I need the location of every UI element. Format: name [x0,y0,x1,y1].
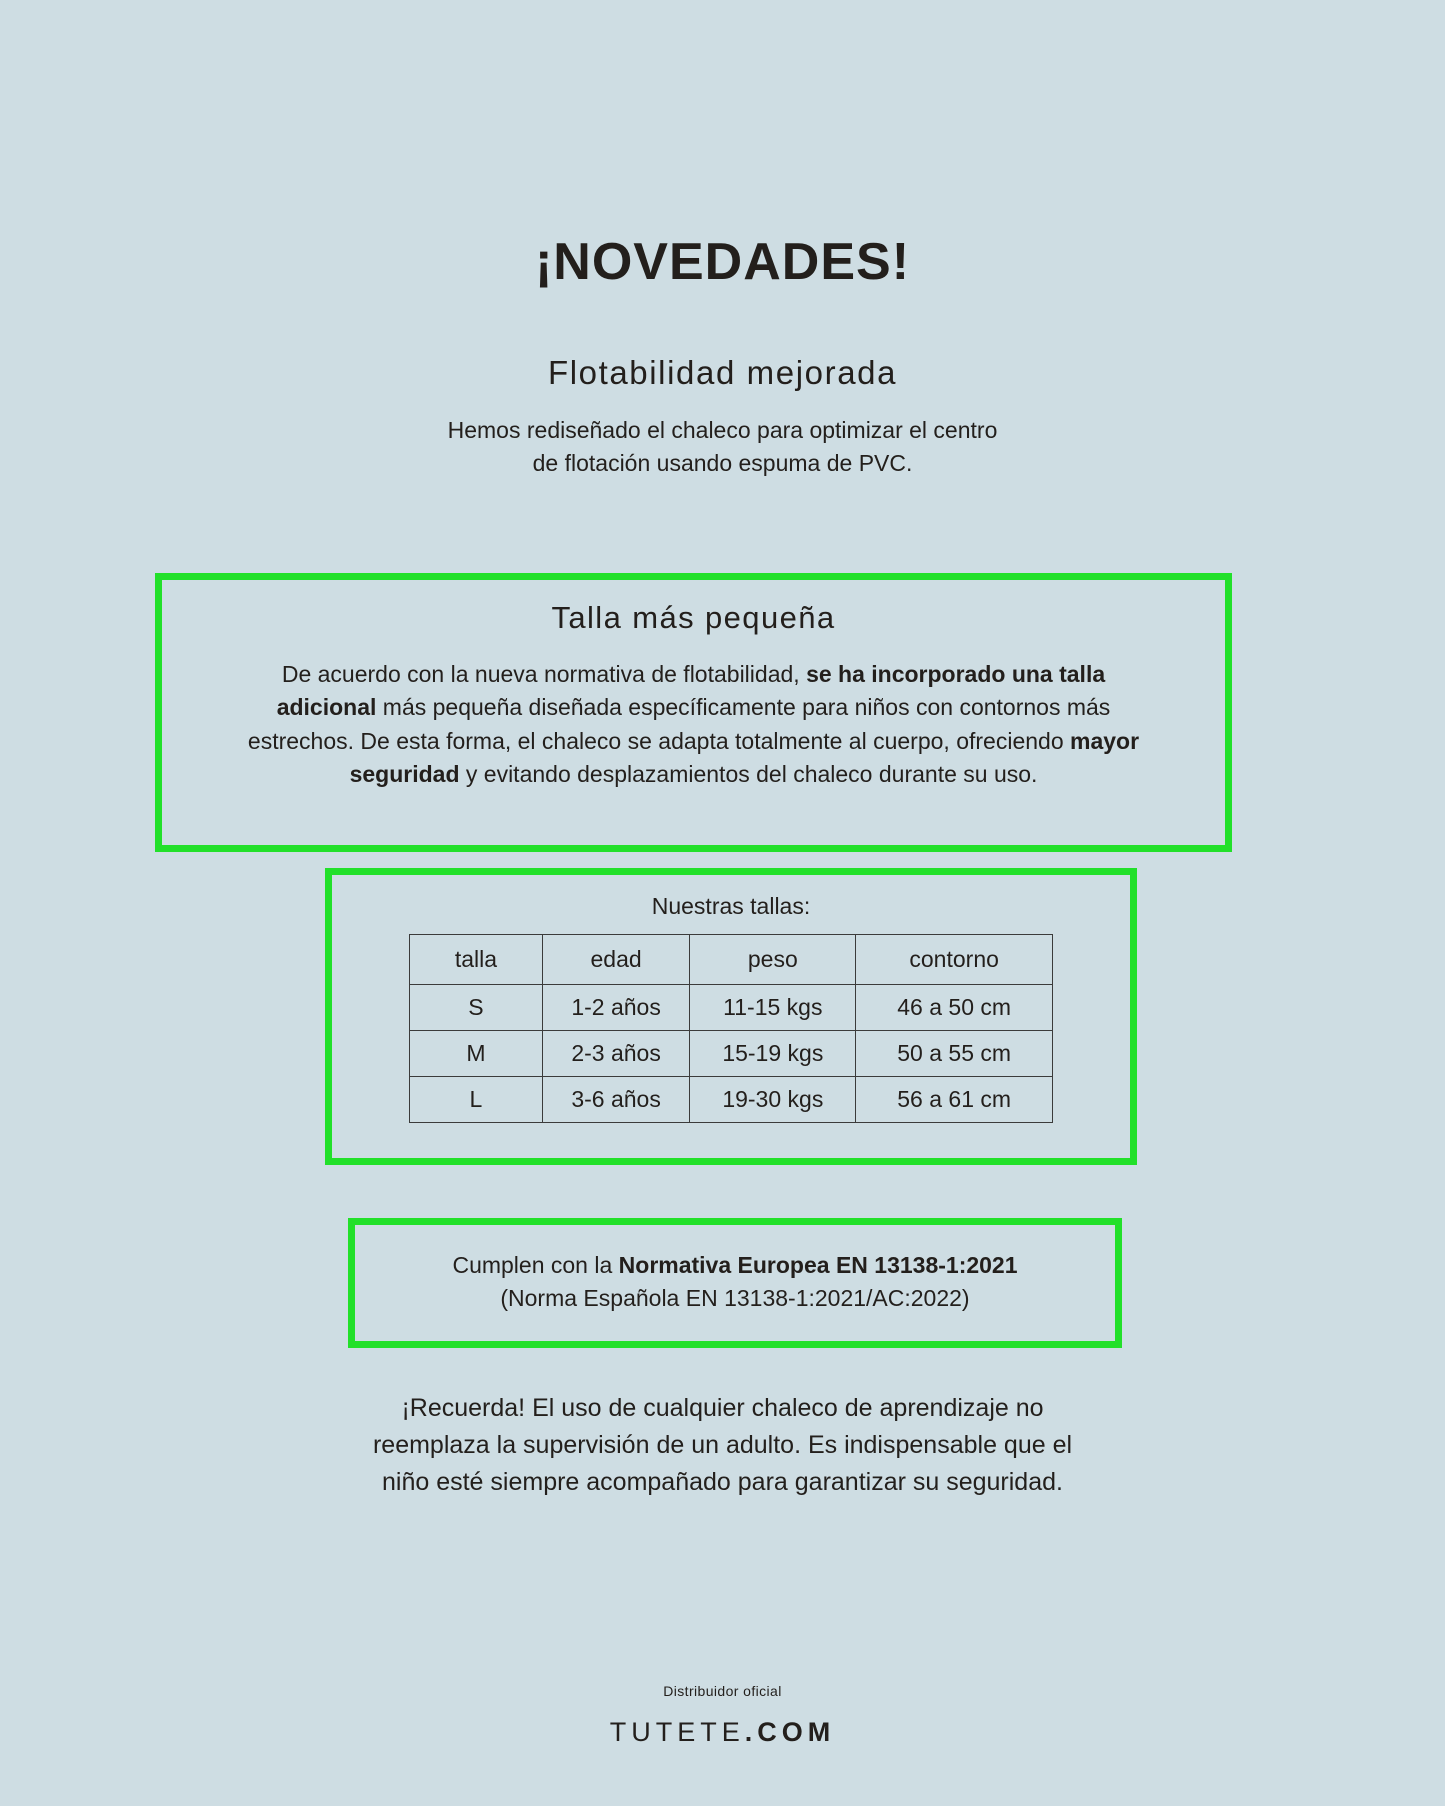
talla-highlight-box [155,573,1232,852]
cell-edad-l: 3-6 años [542,1077,689,1123]
brand-logo [0,1717,1445,1748]
brand-tld: .COM [744,1717,836,1747]
column-header-edad: edad [542,935,689,985]
talla-heading: Talla más pequeña [551,600,836,635]
cell-contorno-m: 50 a 55 cm [856,1031,1053,1077]
cell-peso-s: 11-15 kgs [690,985,856,1031]
cell-talla-m: M [410,1031,543,1077]
footer [0,1683,1445,1748]
cell-edad-s: 1-2 años [542,985,689,1031]
normativa-line-2: (Norma Española EN 13138-1:2021/AC:2022) [500,1284,970,1311]
normativa-line-1 [355,1249,1115,1282]
distributor-label: Distribuidor oficial [663,1683,782,1699]
sizes-table [409,934,1053,1123]
reminder-text [0,1390,1445,1500]
cell-contorno-l: 56 a 61 cm [856,1077,1053,1123]
sizes-label: Nuestras tallas: [651,893,811,919]
flotabilidad-heading: Flotabilidad mejorada [547,354,898,391]
column-header-talla: talla [410,935,543,985]
reminder-line-1: ¡Recuerda! El uso de cualquier chaleco de aprendizaje no [401,1394,1044,1422]
talla-bold-2: mayor seguridad [349,727,1140,788]
cell-talla-s: S [410,985,543,1031]
table-row [410,1031,1053,1077]
cell-talla-l: L [410,1077,543,1123]
page-title: ¡NOVEDADES! [534,233,911,291]
normativa-box [348,1218,1122,1348]
table-header-row [410,935,1053,985]
table-row [410,1077,1053,1123]
reminder-line-2: reemplaza la supervisión de un adulto. Es indispensable que el [372,1430,1073,1459]
column-header-peso: peso [690,935,856,985]
column-header-contorno: contorno [856,935,1053,985]
normativa-bold: Normativa Europea EN 13138-1:2021 [618,1252,1018,1278]
talla-bold-1: se ha incorporado una talla adicional [276,661,1106,721]
normativa-prefix: Cumplen con la [452,1252,619,1278]
talla-text-3: y evitando desplazamientos del chaleco durante su uso. [459,761,1038,788]
table-row [410,985,1053,1031]
talla-text-1: De acuerdo con la nueva normativa de flotabilidad, [281,661,807,687]
brand-name: TUTETE [609,1717,745,1747]
cell-contorno-s: 46 a 50 cm [856,985,1053,1031]
sizes-box [325,868,1137,1165]
talla-paragraph [234,658,1154,791]
cell-edad-m: 2-3 años [542,1031,689,1077]
flotabilidad-line-1: Hemos rediseñado el chaleco para optimizar el centro [447,417,998,443]
flotabilidad-line-2: de flotación usando espuma de PVC. [532,449,913,476]
cell-peso-l: 19-30 kgs [690,1077,856,1123]
talla-text-2: más pequeña diseñada específicamente para niños con contornos más estrechos. De esta forma, el chaleco se adapta totalmente al cuerpo, ofreciendo [247,694,1111,754]
cell-peso-m: 15-19 kgs [690,1031,856,1077]
reminder-line-3: niño esté siempre acompañado para garantizar su seguridad. [382,1467,1063,1496]
flotabilidad-description [343,414,1103,479]
